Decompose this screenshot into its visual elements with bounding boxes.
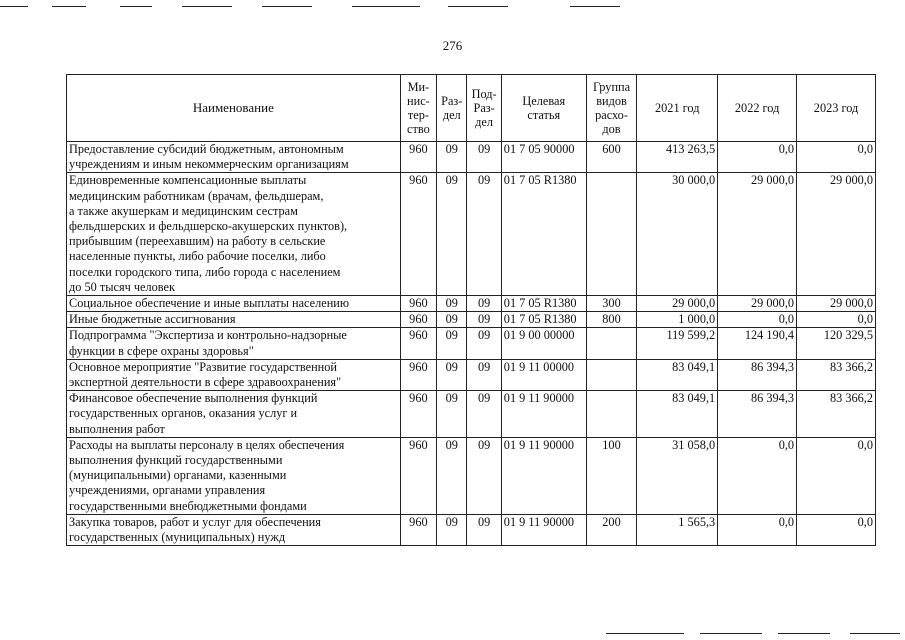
cell-name: [67, 142, 401, 173]
cell-name-line: населенные пункты, либо рабочие поселки, либо: [69, 249, 326, 264]
cell-name-line: а также акушеркам и медицинским сестрам: [69, 203, 298, 218]
cell-target: 01 9 00 00000: [501, 328, 586, 359]
cell-name: [67, 391, 401, 438]
cell-subsection: 09: [467, 142, 501, 173]
table-header-row: [67, 75, 876, 142]
top-rule: [448, 6, 508, 7]
table-row: [67, 437, 876, 514]
cell-name-line: Закупка товаров, работ и услуг для обеспечения: [69, 514, 321, 529]
cell-name-line: Социальное обеспечение и иные выплаты населению: [69, 296, 350, 311]
cell-2023: 0,0: [797, 312, 876, 328]
cell-group: 100: [586, 437, 637, 514]
cell-name-line: Финансовое обеспечение выполнения функций: [69, 391, 318, 406]
header-2021: 2021 год: [637, 75, 718, 142]
cell-2022: 29 000,0: [718, 173, 797, 296]
bottom-rule: [850, 633, 900, 634]
cell-target: 01 9 11 00000: [501, 359, 586, 390]
cell-name: [67, 312, 401, 328]
cell-2023: 0,0: [797, 514, 876, 545]
cell-2021: 83 049,1: [637, 359, 718, 390]
cell-subsection: 09: [467, 391, 501, 438]
cell-2022: 124 190,4: [718, 328, 797, 359]
cell-subsection: 09: [467, 359, 501, 390]
cell-name-line: экспертной деятельности в сфере здравоохранения": [69, 375, 342, 390]
top-rule: [120, 6, 152, 7]
cell-2023: 83 366,2: [797, 391, 876, 438]
cell-2021: 31 058,0: [637, 437, 718, 514]
cell-name-line: фельдшерских и фельдшерско-акушерских пунктов),: [69, 219, 348, 234]
cell-name-line: государственными внебюджетными фондами: [69, 498, 307, 513]
cell-2021: 83 049,1: [637, 391, 718, 438]
cell-subsection: 09: [467, 312, 501, 328]
header-ministry: Ми- нис- тер- ство: [400, 75, 436, 142]
cell-ministry: 960: [400, 359, 436, 390]
cell-2021: 1 565,3: [637, 514, 718, 545]
cell-2021: 30 000,0: [637, 173, 718, 296]
bottom-rule: [700, 633, 762, 634]
cell-2021: 29 000,0: [637, 296, 718, 312]
cell-2023: 120 329,5: [797, 328, 876, 359]
cell-section: 09: [437, 391, 467, 438]
cell-group: 200: [586, 514, 637, 545]
cell-name-line: Расходы на выплаты персоналу в целях обеспечения: [69, 437, 345, 452]
cell-name-line: медицинским работникам (врачам, фельдшерам,: [69, 188, 324, 203]
cell-name-line: учреждениям и иным некоммерческим организациям: [69, 157, 349, 172]
table-row: [67, 142, 876, 173]
cell-group: 800: [586, 312, 637, 328]
top-rule: [52, 6, 86, 7]
cell-name-line: Подпрограмма "Экспертиза и контрольно-надзорные: [69, 328, 347, 343]
cell-name-line: выполнения функций государственными: [69, 453, 283, 468]
cell-name-line: до 50 тысяч человек: [69, 279, 175, 294]
cell-section: 09: [437, 173, 467, 296]
cell-subsection: 09: [467, 173, 501, 296]
header-target: Целевая статья: [501, 75, 586, 142]
cell-target: 01 7 05 R1380: [501, 312, 586, 328]
table-body: [67, 142, 876, 546]
cell-ministry: 960: [400, 514, 436, 545]
cell-name-line: (муниципальными) органами, казенными: [69, 468, 287, 483]
header-section: Раз- дел: [437, 75, 467, 142]
cell-2021: 1 000,0: [637, 312, 718, 328]
cell-2022: 0,0: [718, 437, 797, 514]
cell-subsection: 09: [467, 514, 501, 545]
cell-subsection: 09: [467, 296, 501, 312]
table-row: [67, 296, 876, 312]
header-name: Наименование: [67, 75, 401, 142]
cell-ministry: 960: [400, 312, 436, 328]
cell-name-line: Предоставление субсидий бюджетным, автономным: [69, 142, 344, 156]
cell-2023: 0,0: [797, 142, 876, 173]
cell-name-line: выполнения работ: [69, 421, 165, 436]
cell-name-line: Единовременные компенсационные выплаты: [69, 173, 307, 188]
cell-group: [586, 328, 637, 359]
cell-name-line: Иные бюджетные ассигнования: [69, 312, 236, 327]
cell-name: [67, 328, 401, 359]
cell-2022: 86 394,3: [718, 391, 797, 438]
table-row: [67, 359, 876, 390]
cell-group: 600: [586, 142, 637, 173]
cell-name-line: поселки городского типа, либо города с населением: [69, 264, 341, 279]
cell-section: 09: [437, 437, 467, 514]
page-number: 276: [442, 38, 463, 53]
header-subsection: Под- Раз- дел: [467, 75, 501, 142]
cell-target: 01 7 05 90000: [501, 142, 586, 173]
cell-2021: 413 263,5: [637, 142, 718, 173]
cell-ministry: 960: [400, 173, 436, 296]
cell-section: 09: [437, 514, 467, 545]
table-row: [67, 514, 876, 545]
cell-name-line: прибывшим (переехавшим) на работу в сельские: [69, 234, 326, 249]
cell-target: 01 9 11 90000: [501, 514, 586, 545]
cell-subsection: 09: [467, 328, 501, 359]
cell-2022: 0,0: [718, 514, 797, 545]
cell-group: [586, 359, 637, 390]
bottom-rule: [606, 633, 684, 634]
top-rule: [262, 6, 312, 7]
cell-ministry: 960: [400, 142, 436, 173]
cell-ministry: 960: [400, 328, 436, 359]
cell-2022: 86 394,3: [718, 359, 797, 390]
cell-section: 09: [437, 142, 467, 173]
cell-group: 300: [586, 296, 637, 312]
budget-table: [66, 74, 876, 546]
header-2022: 2022 год: [718, 75, 797, 142]
cell-name-line: учреждениями, органами управления: [69, 483, 266, 498]
table-row: [67, 173, 876, 296]
cell-2022: 0,0: [718, 312, 797, 328]
cell-ministry: 960: [400, 437, 436, 514]
cell-section: 09: [437, 312, 467, 328]
cell-name: [67, 296, 401, 312]
header-group: Группа видов расхо- дов: [586, 75, 637, 142]
cell-2021: 119 599,2: [637, 328, 718, 359]
cell-name: [67, 359, 401, 390]
cell-name: [67, 514, 401, 545]
cell-2023: 29 000,0: [797, 173, 876, 296]
cell-section: 09: [437, 296, 467, 312]
header-2023: 2023 год: [797, 75, 876, 142]
bottom-rule: [778, 633, 830, 634]
cell-2023: 29 000,0: [797, 296, 876, 312]
cell-target: 01 7 05 R1380: [501, 296, 586, 312]
top-rule: [570, 6, 620, 7]
cell-section: 09: [437, 359, 467, 390]
cell-group: [586, 173, 637, 296]
cell-2023: 0,0: [797, 437, 876, 514]
cell-name-line: Основное мероприятие "Развитие государственной: [69, 359, 337, 374]
cell-target: 01 9 11 90000: [501, 437, 586, 514]
top-rule: [0, 6, 28, 7]
cell-name-line: государственных органов, оказания услуг и: [69, 406, 298, 421]
cell-2022: 0,0: [718, 142, 797, 173]
top-rule: [352, 6, 420, 7]
table-row: [67, 391, 876, 438]
cell-target: 01 9 11 90000: [501, 391, 586, 438]
cell-name-line: функции в сфере охраны здоровья": [69, 343, 254, 358]
top-rule: [182, 6, 232, 7]
cell-2023: 83 366,2: [797, 359, 876, 390]
table-row: [67, 312, 876, 328]
cell-name: [67, 173, 401, 296]
table-row: [67, 328, 876, 359]
cell-section: 09: [437, 328, 467, 359]
cell-name-line: государственных (муниципальных) нужд: [69, 530, 286, 545]
cell-group: [586, 391, 637, 438]
cell-target: 01 7 05 R1380: [501, 173, 586, 296]
cell-subsection: 09: [467, 437, 501, 514]
cell-2022: 29 000,0: [718, 296, 797, 312]
cell-ministry: 960: [400, 296, 436, 312]
cell-ministry: 960: [400, 391, 436, 438]
cell-name: [67, 437, 401, 514]
